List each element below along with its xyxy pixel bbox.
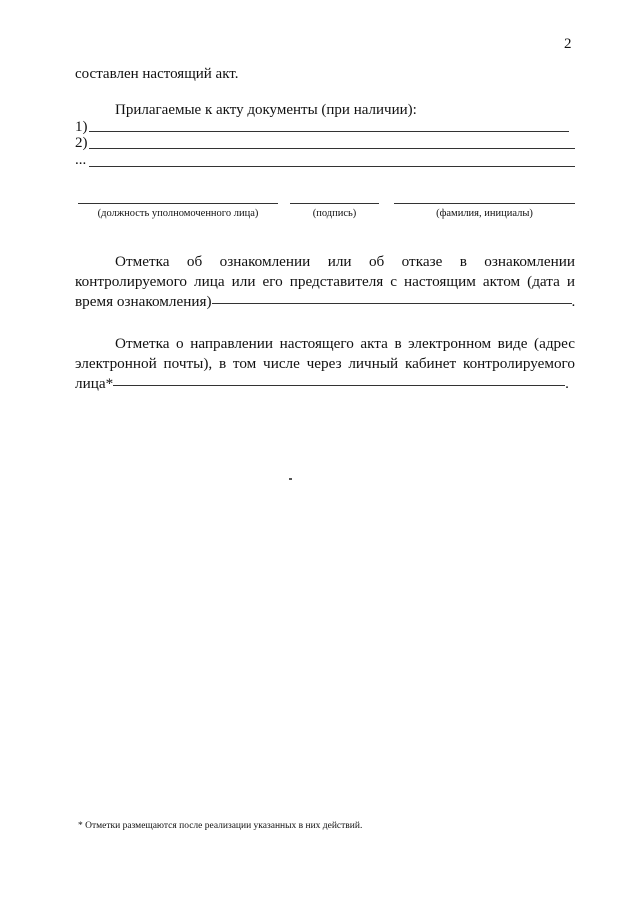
electronic-line-2: электронной почты), в том числе через личный кабинет контролируемого (75, 355, 575, 372)
attachment-item-3-line (89, 166, 575, 167)
electronic-paragraph (75, 334, 575, 394)
acknowledgement-line-1: Отметка об ознакомлении или об отказе в ознакомлении (115, 253, 575, 270)
acknowledgement-paragraph (75, 252, 575, 312)
electronic-end: . (565, 375, 569, 392)
acknowledgement-end: . (571, 293, 576, 310)
position-line (78, 203, 278, 204)
attachments-heading: Прилагаемые к акту документы (при наличии): (115, 102, 417, 118)
acknowledgement-fill-line (212, 303, 572, 304)
attachment-item-1-marker: 1) (75, 119, 88, 135)
acknowledgement-line-2: контролируемого лица или его представителя с настоящим актом (дата и (75, 273, 575, 290)
electronic-line-1: Отметка о направлении настоящего акта в электронном виде (адрес (115, 335, 575, 352)
electronic-fill-line (113, 385, 565, 386)
attachment-item-2-line (89, 148, 575, 149)
attachment-item-3-marker: ... (75, 152, 87, 168)
footnote: * Отметки размещаются после реализации указанных в них действий. (78, 821, 363, 831)
electronic-line-3: лица* (75, 375, 114, 392)
page-number: 2 (564, 36, 572, 52)
attachment-item-1-line (89, 131, 569, 132)
attachment-item-2-marker: 2) (75, 135, 88, 151)
name-line (394, 203, 575, 204)
name-caption: (фамилия, инициалы) (436, 208, 533, 219)
intro-text: составлен настоящий акт. (75, 66, 239, 82)
signature-caption: (подпись) (312, 208, 357, 219)
scan-mark (289, 478, 292, 480)
position-caption: (должность уполномоченного лица) (97, 208, 259, 219)
acknowledgement-line-3: время ознакомления) (75, 293, 212, 310)
signature-line (290, 203, 379, 204)
